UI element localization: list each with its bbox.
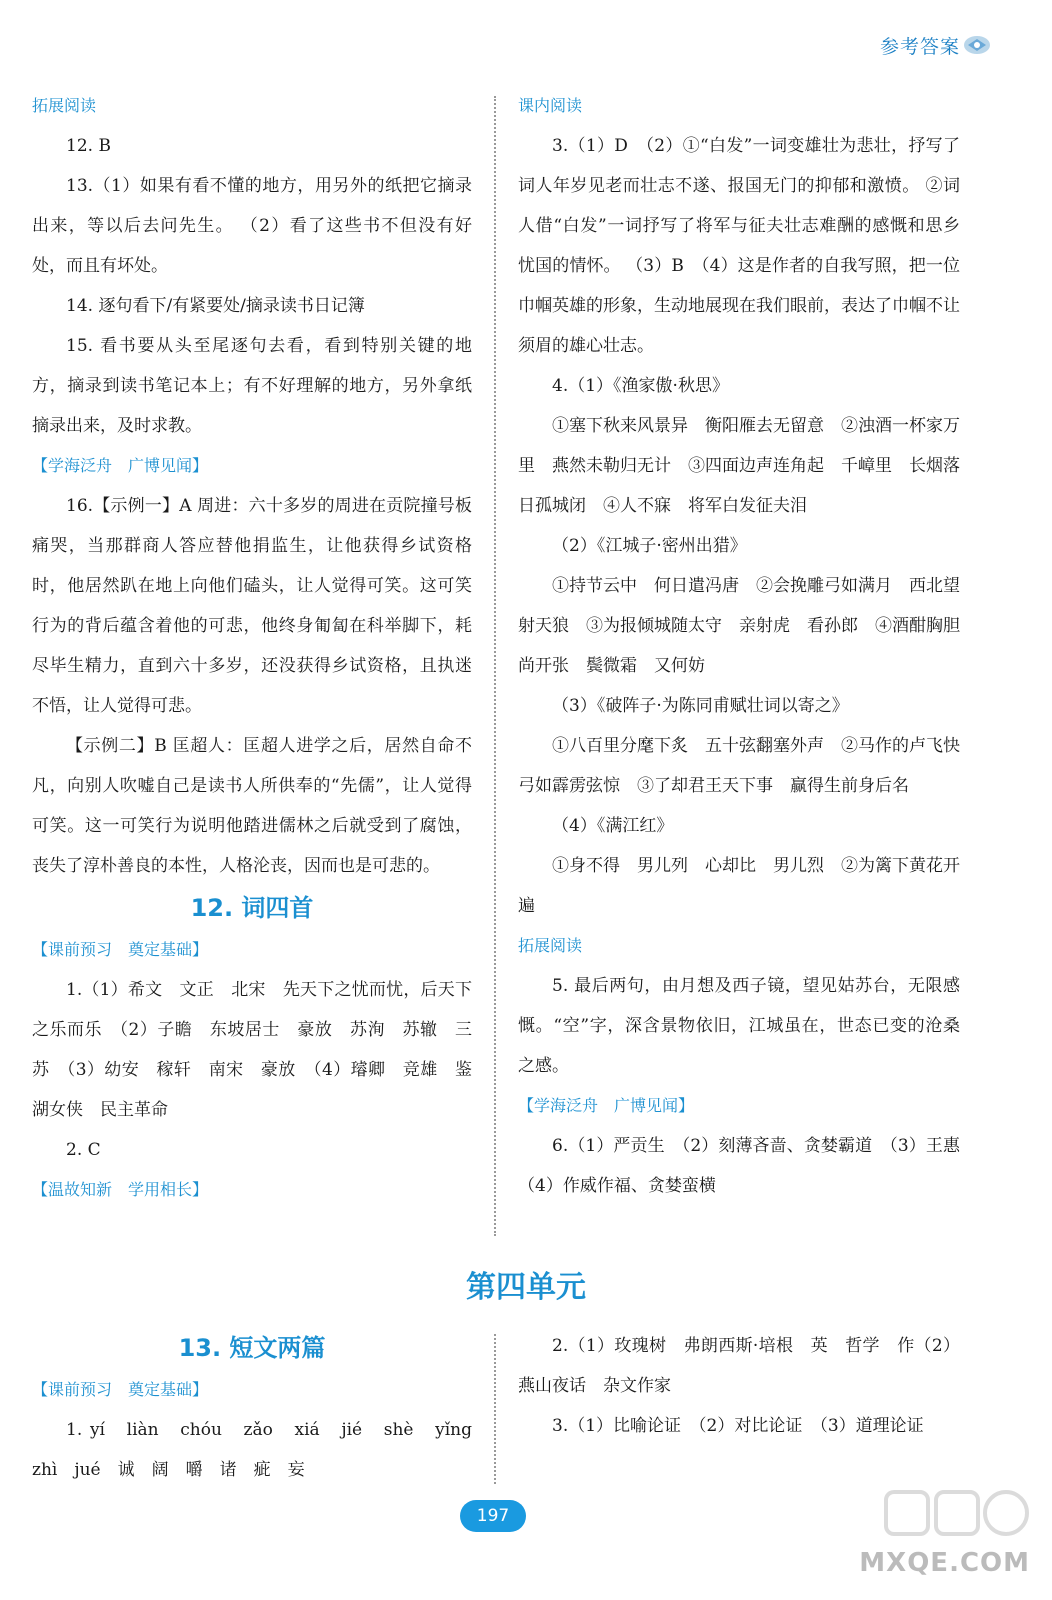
left-column-top: [32, 86, 472, 1210]
answer-paragraph: 14. 逐句看下/有紧要处/摘录读书日记簿: [66, 296, 365, 316]
lesson-title: 12. 词四首: [190, 894, 314, 922]
section-heading: 【课前预习 奠定基础】: [32, 1380, 209, 1399]
answer-paragraph: ①持节云中 何日遣冯唐 ②会挽雕弓如满月 西北望 射天狼 ③为报倾城随太守 亲射虎 看孙郎 ④酒酣胸胆尚开张 鬓微霜 又何妨: [518, 576, 977, 676]
answer-paragraph: ①身不得 男儿列 心却比 男儿烈 ②为篱下黄花开遍: [518, 856, 960, 916]
right-column-bottom: [518, 1326, 960, 1446]
page-number: 197: [460, 1500, 526, 1532]
section-heading: 拓展阅读: [518, 936, 583, 955]
answer-paragraph: 3.（1）D （2）①“白发”一词变雄壮为悲壮，抒写了词人年岁见老而壮志不遂、报国无门的抑郁和激愤。 ②词人借“白发”一词抒写了将军与征夫壮志难酬的感慨和思乡忧国的情怀。 （3）B （4）这是作者的自我写照，把一位巾帼英雄的形象，生动地展现在我们眼前，表达了巾帼不让须眉的雄心壮志。: [518, 136, 960, 356]
unit-title: 第四单元: [466, 1270, 586, 1305]
answer-paragraph: 5. 最后两句，由月想及西子镜，望见姑苏台，无限感慨。“空”字，深含景物依旧，江城虽在，世态已变的沧桑之感。: [518, 976, 960, 1076]
column-divider: [494, 96, 496, 1236]
book-icon: [962, 33, 992, 57]
answer-paragraph: 1.（1）希文 文正 北宋 先天下之忧而忧，后天下之乐而乐 （2）子瞻 东坡居士 豪放 苏洵 苏辙 三苏 （3）幼安 稼轩 南宋 豪放 （4）璿卿 竞雄 鉴湖女侠 民主革命: [32, 980, 472, 1120]
lesson-title: 13. 短文两篇: [178, 1334, 326, 1362]
answer-paragraph: 1. yí liàn chóu zǎo xiá jié shè yǐng zhì jué 诚 阔 嚼 诸 疵 妄: [32, 1420, 489, 1480]
answer-paragraph: 4.（1）《渔家傲·秋思》: [552, 376, 729, 396]
answer-paragraph: 2. C: [66, 1140, 101, 1160]
section-heading: 拓展阅读: [32, 96, 97, 115]
answer-paragraph: 13.（1）如果有看不懂的地方，用另外的纸把它摘录出来，等以后去问先生。 （2）看了这些书不但没有好处，而且有坏处。: [32, 176, 472, 276]
column-divider-bottom: [494, 1334, 496, 1484]
answer-paragraph: 2.（1）玫瑰树 弗朗西斯·培根 英 哲学 作（2）燕山夜话 杂文作家: [518, 1336, 960, 1396]
header-title: 参考答案: [879, 36, 960, 58]
answer-paragraph: （3）《破阵子·为陈同甫赋壮词以寄之》: [552, 696, 849, 716]
left-column-bottom: [32, 1326, 489, 1490]
section-heading: 课内阅读: [518, 96, 583, 115]
answer-paragraph: （2）《江城子·密州出猎》: [552, 536, 747, 556]
section-heading: 【学海泛舟 广博见闻】: [518, 1096, 695, 1115]
answer-paragraph: ①塞下秋来风景异 衡阳雁去无留意 ②浊酒一杯家万里 燕然未勒归无计 ③四面边声连角起 千嶂里 长烟落日孤城闭 ④人不寐 将军白发征夫泪: [518, 416, 960, 516]
section-heading: 【课前预习 奠定基础】: [32, 940, 209, 959]
answer-paragraph: 12. B: [66, 136, 111, 156]
section-heading: 【学海泛舟 广博见闻】: [32, 456, 209, 475]
answer-paragraph: ①八百里分麾下炙 五十弦翻塞外声 ②马作的卢飞快 弓如霹雳弦惊 ③了却君王天下事 赢得生前身后名: [518, 736, 977, 796]
section-heading: 【温故知新 学用相长】: [32, 1180, 209, 1199]
answer-paragraph: 15. 看书要从头至尾逐句去看，看到特别关键的地方，摘录到读书笔记本上；有不好理解的地方，另外拿纸摘录出来，及时求教。: [32, 336, 472, 436]
watermark-text: MXQE.COM: [859, 1548, 1030, 1578]
right-column-top: [518, 86, 977, 1206]
answer-paragraph: 【示例二】B 匡超人：匡超人进学之后，居然自命不凡，向别人吹嘘自己是读书人所供奉的“先儒”，让人觉得可笑。这一可笑行为说明他踏进儒林之后就受到了腐蚀，丧失了淳朴善良的本性，人格沦丧，因而也是可悲的。: [32, 736, 472, 876]
answer-paragraph: 6.（1）严贡生 （2）刻薄吝啬、贪婪霸道 （3）王惠 （4）作威作福、贪婪蛮横: [518, 1136, 977, 1196]
answer-paragraph: （4）《满江红》: [552, 816, 674, 836]
answer-paragraph: 16.【示例一】A 周进：六十多岁的周进在贡院撞号板痛哭，当那群商人答应替他捐监生，让他获得乡试资格时，他居然趴在地上向他们磕头，让人觉得可笑。这可笑行为的背后蕴含着他的可悲，他终身匍匐在科举脚下，耗尽毕生精力，直到六十多岁，还没获得乡试资格，且执迷不悟，让人觉得可悲。: [32, 496, 472, 716]
answer-paragraph: 3.（1）比喻论证 （2）对比论证 （3）道理论证: [552, 1416, 924, 1436]
